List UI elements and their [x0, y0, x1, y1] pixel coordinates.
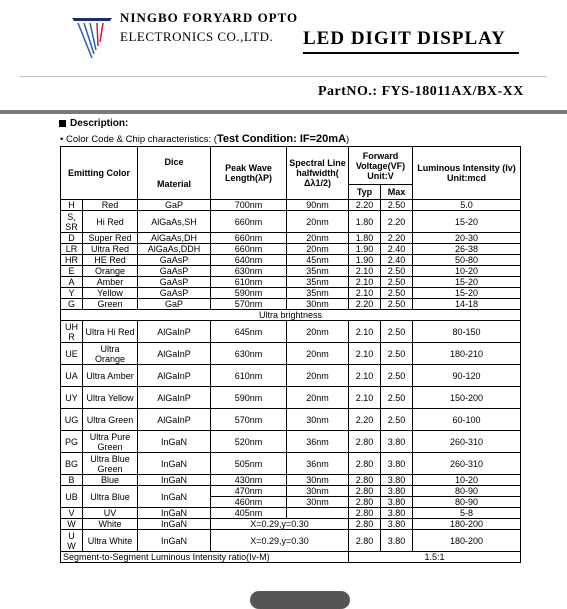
- cell-material: InGaN: [138, 486, 211, 508]
- header-dice-material: [138, 147, 211, 200]
- table-row: [61, 530, 521, 552]
- cell-half: [287, 508, 349, 519]
- cell-code: LR: [61, 244, 83, 255]
- cell-wave: 630nm: [211, 266, 287, 277]
- cell-half: 35nm: [287, 277, 349, 288]
- cell-material: AlGaInP: [138, 387, 211, 409]
- cell-max: 2.50: [381, 266, 413, 277]
- cell-wave: 630nm: [211, 343, 287, 365]
- cell-typ: 2.10: [349, 288, 381, 299]
- header-spectral: Spectral Line halfwidth( Δλ1/2): [287, 147, 349, 200]
- cell-code: BG: [61, 453, 83, 475]
- ultra-label: Ultra brightness: [61, 310, 521, 321]
- cell-wave: 460nm: [211, 497, 287, 508]
- cell-typ: 2.20: [349, 299, 381, 310]
- cell-iv: 15-20: [413, 277, 521, 288]
- cell-wave: 660nm: [211, 211, 287, 233]
- cell-color: HE Red: [83, 255, 138, 266]
- cell-color: Ultra Amber: [83, 365, 138, 387]
- header-typ: Typ: [349, 185, 381, 200]
- cell-max: 2.50: [381, 288, 413, 299]
- cell-typ: 1.90: [349, 244, 381, 255]
- table-row: [61, 288, 521, 299]
- cell-color: Ultra Blue: [83, 486, 138, 508]
- cell-iv: 80-150: [413, 321, 521, 343]
- spec-table: [60, 146, 521, 563]
- cell-iv: 50-80: [413, 255, 521, 266]
- cell-wave: 645nm: [211, 321, 287, 343]
- cell-wave: 610nm: [211, 365, 287, 387]
- cell-wave: 505nm: [211, 453, 287, 475]
- cell-wave: 405nm: [211, 508, 287, 519]
- cell-material: AlGaAs,DH: [138, 233, 211, 244]
- table-row: [61, 343, 521, 365]
- cell-color: Super Red: [83, 233, 138, 244]
- cell-typ: 2.80: [349, 431, 381, 453]
- cell-max: 3.80: [381, 431, 413, 453]
- cell-code: UY: [61, 387, 83, 409]
- cell-color: Ultra Yellow: [83, 387, 138, 409]
- cell-iv: 60-100: [413, 409, 521, 431]
- header-forward: Forward Voltage(VF) Unit:V: [349, 147, 413, 185]
- cell-max: 3.80: [381, 475, 413, 486]
- condition-suffix: ): [346, 134, 350, 145]
- cell-color: Blue: [83, 475, 138, 486]
- cell-max: 2.50: [381, 343, 413, 365]
- cell-material: InGaN: [138, 508, 211, 519]
- cell-iv: 80-90: [413, 486, 521, 497]
- table-row: [61, 453, 521, 475]
- cell-max: 3.80: [381, 530, 413, 552]
- cell-wave: 590nm: [211, 387, 287, 409]
- cell-code: Y: [61, 288, 83, 299]
- cell-code: UA: [61, 365, 83, 387]
- cell-half: 30nm: [287, 409, 349, 431]
- cell-typ: 2.20: [349, 409, 381, 431]
- ultra-rows: [61, 321, 521, 475]
- cell-typ: 2.80: [349, 497, 381, 508]
- table-row: [61, 299, 521, 310]
- cell-typ: 2.80: [349, 475, 381, 486]
- cell-code: H: [61, 200, 83, 211]
- company-name-line2: ELECTRONICS CO.,LTD.: [120, 29, 274, 44]
- cell-material: GaP: [138, 299, 211, 310]
- cell-material: GaAsP: [138, 277, 211, 288]
- cell-max: 2.50: [381, 409, 413, 431]
- cell-wave: 470nm: [211, 486, 287, 497]
- cell-typ: 2.80: [349, 453, 381, 475]
- cell-typ: 2.80: [349, 486, 381, 497]
- table-row: [61, 255, 521, 266]
- cell-code: UH R: [61, 321, 83, 343]
- header-max: Max: [381, 185, 413, 200]
- table-row: [61, 321, 521, 343]
- cell-half: 20nm: [287, 244, 349, 255]
- cell-half: 35nm: [287, 266, 349, 277]
- cell-material: InGaN: [138, 519, 211, 530]
- cell-iv: 14-18: [413, 299, 521, 310]
- header-luminous: Luminous Intensity (Iv) Unit:mcd: [413, 147, 521, 200]
- description-heading-text: Description:: [70, 118, 129, 129]
- cell-max: 3.80: [381, 453, 413, 475]
- cell-color: UV: [83, 508, 138, 519]
- cell-color: Ultra Blue Green: [83, 453, 138, 475]
- cell-iv: 180-200: [413, 530, 521, 552]
- cell-wave: 430nm: [211, 475, 287, 486]
- cell-typ: 2.80: [349, 519, 381, 530]
- cell-color: Orange: [83, 266, 138, 277]
- table-row: [61, 486, 521, 497]
- cell-color: Red: [83, 200, 138, 211]
- part-number: PartNO.: FYS-18011AX/BX-XX: [318, 84, 524, 99]
- condition-prefix: • Color Code & Chip characteristics: (: [60, 134, 217, 145]
- cell-max: 2.40: [381, 244, 413, 255]
- cell-half: 20nm: [287, 365, 349, 387]
- company-name: [120, 10, 298, 45]
- cell-code: S, SR: [61, 211, 83, 233]
- cell-half: 30nm: [287, 486, 349, 497]
- cell-color: Amber: [83, 277, 138, 288]
- cell-typ: 2.10: [349, 277, 381, 288]
- cell-half: 90nm: [287, 200, 349, 211]
- description-heading: [59, 118, 128, 129]
- cell-half: 20nm: [287, 211, 349, 233]
- cell-material: AlGaAs,DDH: [138, 244, 211, 255]
- bullet-square-icon: [59, 120, 66, 127]
- table-row: [61, 431, 521, 453]
- footer-label: Segment-to-Segment Luminous Intensity ratio(Iv-M): [61, 552, 349, 563]
- cell-wave: 610nm: [211, 277, 287, 288]
- cell-color: Ultra Green: [83, 409, 138, 431]
- cell-iv: 26-38: [413, 244, 521, 255]
- cell-iv: 10-20: [413, 475, 521, 486]
- header-divider: [20, 76, 547, 77]
- cell-wave: 520nm: [211, 431, 287, 453]
- cell-color: Ultra White: [83, 530, 138, 552]
- cell-half: 20nm: [287, 233, 349, 244]
- cell-color: Green: [83, 299, 138, 310]
- table-row: [61, 233, 521, 244]
- cell-iv: 10-20: [413, 266, 521, 277]
- header-peak-wave: Peak Wave Length(λP): [211, 147, 287, 200]
- cell-wave: 700nm: [211, 200, 287, 211]
- cell-color: Ultra Hi Red: [83, 321, 138, 343]
- cell-iv: 180-210: [413, 343, 521, 365]
- cell-wave: 660nm: [211, 233, 287, 244]
- table-row: [61, 244, 521, 255]
- table-row: [61, 266, 521, 277]
- cell-max: 2.50: [381, 365, 413, 387]
- cell-color: White: [83, 519, 138, 530]
- cell-material: InGaN: [138, 453, 211, 475]
- part-number-divider: [0, 110, 567, 114]
- table-row: [61, 508, 521, 519]
- cell-max: 2.50: [381, 200, 413, 211]
- cell-color: Yellow: [83, 288, 138, 299]
- cell-wave: 590nm: [211, 288, 287, 299]
- cell-code: U W: [61, 530, 83, 552]
- cell-code: E: [61, 266, 83, 277]
- header-emitting-color: Emitting Color: [61, 147, 138, 200]
- table-row: [61, 519, 521, 530]
- cell-half: 30nm: [287, 497, 349, 508]
- cell-max: 2.20: [381, 233, 413, 244]
- cell-color: Ultra Red: [83, 244, 138, 255]
- cell-material: GaP: [138, 200, 211, 211]
- document-header: [0, 0, 567, 68]
- cell-typ: 2.10: [349, 321, 381, 343]
- cell-half: 30nm: [287, 299, 349, 310]
- cell-iv: 15-20: [413, 211, 521, 233]
- cell-code: UB: [61, 486, 83, 508]
- cell-code: D: [61, 233, 83, 244]
- cell-iv: 5-8: [413, 508, 521, 519]
- cell-typ: 1.80: [349, 233, 381, 244]
- footer-value: 1.5:1: [349, 552, 521, 563]
- cell-iv: 260-310: [413, 453, 521, 475]
- title-underline: [303, 52, 519, 54]
- cell-material: GaAsP: [138, 288, 211, 299]
- cell-half: 30nm: [287, 475, 349, 486]
- cell-color: Hi Red: [83, 211, 138, 233]
- header-dice: Dice: [164, 157, 184, 167]
- cell-typ: 1.90: [349, 255, 381, 266]
- cell-max: 2.50: [381, 321, 413, 343]
- cell-max: 2.50: [381, 387, 413, 409]
- cell-material: InGaN: [138, 475, 211, 486]
- cell-half: 35nm: [287, 288, 349, 299]
- cell-half: 20nm: [287, 321, 349, 343]
- cell-material: GaAsP: [138, 255, 211, 266]
- test-condition: [60, 133, 349, 145]
- document-title: LED DIGIT DISPLAY: [303, 28, 506, 49]
- cell-material: InGaN: [138, 530, 211, 552]
- cell-material: AlGaInP: [138, 321, 211, 343]
- cell-iv: 260-310: [413, 431, 521, 453]
- cell-half: 20nm: [287, 343, 349, 365]
- cell-code: UE: [61, 343, 83, 365]
- table-row: [61, 200, 521, 211]
- cell-chromaticity: X=0.29,y=0.30: [211, 530, 349, 552]
- company-name-line1: NINGBO FORYARD OPTO: [120, 10, 299, 25]
- company-logo-icon: [70, 14, 114, 60]
- cell-material: AlGaInP: [138, 409, 211, 431]
- cell-material: InGaN: [138, 431, 211, 453]
- cell-typ: 2.10: [349, 365, 381, 387]
- cell-iv: 20-30: [413, 233, 521, 244]
- cell-typ: 2.80: [349, 530, 381, 552]
- cell-max: 2.40: [381, 255, 413, 266]
- cell-max: 2.50: [381, 277, 413, 288]
- cell-typ: 2.20: [349, 200, 381, 211]
- cell-max: 2.50: [381, 299, 413, 310]
- table-row: [61, 277, 521, 288]
- cell-chromaticity: X=0.29,y=0.30: [211, 519, 349, 530]
- cell-material: GaAsP: [138, 266, 211, 277]
- cell-iv: 15-20: [413, 288, 521, 299]
- cell-max: 2.20: [381, 211, 413, 233]
- cell-code: PG: [61, 431, 83, 453]
- cell-code: A: [61, 277, 83, 288]
- cell-code: G: [61, 299, 83, 310]
- table-row: [61, 365, 521, 387]
- cell-color: Ultra Pure Green: [83, 431, 138, 453]
- cell-wave: 570nm: [211, 409, 287, 431]
- cell-max: 3.80: [381, 519, 413, 530]
- cell-wave: 660nm: [211, 244, 287, 255]
- header-material: Material: [156, 179, 191, 189]
- cell-iv: 150-200: [413, 387, 521, 409]
- cell-material: AlGaAs,SH: [138, 211, 211, 233]
- cell-iv: 90-120: [413, 365, 521, 387]
- cell-half: 45nm: [287, 255, 349, 266]
- cell-half: 20nm: [287, 387, 349, 409]
- cell-wave: 640nm: [211, 255, 287, 266]
- cell-max: 3.80: [381, 486, 413, 497]
- cell-code: UG: [61, 409, 83, 431]
- cell-typ: 2.10: [349, 343, 381, 365]
- cell-code: B: [61, 475, 83, 486]
- standard-rows: [61, 200, 521, 310]
- scroll-handle[interactable]: [250, 591, 350, 609]
- cell-iv: 80-90: [413, 497, 521, 508]
- cell-max: 3.80: [381, 497, 413, 508]
- cell-material: AlGaInP: [138, 343, 211, 365]
- table-row: [61, 387, 521, 409]
- cell-code: HR: [61, 255, 83, 266]
- cell-typ: 2.10: [349, 266, 381, 277]
- cell-half: 36nm: [287, 453, 349, 475]
- cell-color: Ultra Orange: [83, 343, 138, 365]
- cell-iv: 180-200: [413, 519, 521, 530]
- ultra-label-row: [61, 310, 521, 321]
- cell-wave: 570nm: [211, 299, 287, 310]
- cell-code: V: [61, 508, 83, 519]
- footer-row: [61, 552, 521, 563]
- cell-max: 3.80: [381, 508, 413, 519]
- cell-typ: 2.10: [349, 387, 381, 409]
- cell-code: W: [61, 519, 83, 530]
- table-row: [61, 475, 521, 486]
- cell-half: 36nm: [287, 431, 349, 453]
- table-row: [61, 409, 521, 431]
- cell-material: AlGaInP: [138, 365, 211, 387]
- cell-iv: 5.0: [413, 200, 521, 211]
- cell-typ: 2.80: [349, 508, 381, 519]
- cell-typ: 1.80: [349, 211, 381, 233]
- table-row: [61, 211, 521, 233]
- condition-bold: Test Condition: IF=20mA: [216, 133, 347, 145]
